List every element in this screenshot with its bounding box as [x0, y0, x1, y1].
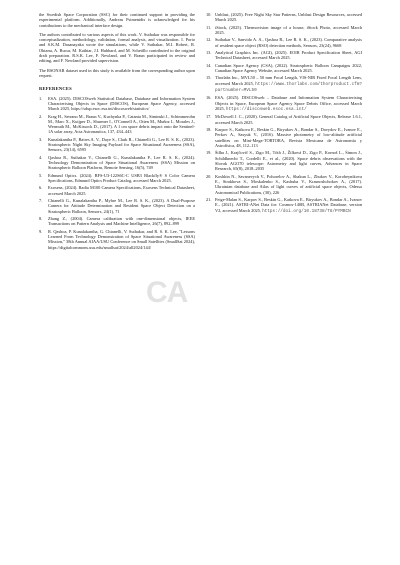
reference-item	[39, 155, 195, 171]
reference-item	[206, 114, 362, 125]
reference-text: Zhang Z., (2004). Camera calibration with one-dimensional objects, IEEE Transactions on Pattern Analysis and Machine Intelligence, 26(7), 892–899	[48, 216, 195, 227]
reference-item	[206, 25, 362, 36]
reference-text: Suthakar V., Sanvido A. A., Qashoa R., Lee R. S. K., (2023). Comparative analysis of resident space object (RSO) detection methods, Sensors, 23(24), 9668	[215, 37, 362, 48]
reference-text: ESA. (2025). DISCOSweb Statistical Database, Database and Information System Characterising Objects in Space (DISCOS), European Space Agency, accessed March 2025, https://sdup.esoc.esa.int/discosweb/statistics/	[48, 95, 195, 112]
reference-text: Exosens, (2024). Radia M100 Camera Specifications, Exosens Technical Datasheet, accessed March 2025.	[48, 185, 195, 196]
reference-list-left	[39, 96, 195, 250]
reference-text: Thorlabs Inc., MVL50 – 50 mm Focal Length, VIS-NIR Fixed Focal Length Lens, accessed March 2025,	[215, 75, 362, 86]
reference-number: 15.	[206, 75, 212, 81]
reference-text: Canadian Space Agency (CSA), (2022). Stratospheric Balloon Campaigns 2022, Canadian Space Agency Website, accessed March 2025.	[215, 62, 362, 74]
right-column	[206, 12, 362, 216]
reference-text: Analytical Graphics Inc. (AGI), (2025). EOIR Product Specification Sheet, AGI Technical Datasheet, accessed March 2025.	[215, 50, 362, 61]
left-column	[39, 12, 195, 252]
reference-item	[206, 12, 362, 23]
reference-item	[39, 137, 195, 153]
reference-item	[39, 229, 195, 250]
data-availability-paragraph: The RSONAR dataset used in this study is available from the corresponding author upon request.	[39, 67, 195, 78]
reference-number: 19.	[206, 150, 212, 156]
reference-number: 12.	[206, 37, 212, 43]
reference-text: Chianelli G., Kunalakantha P., Myhre M., Lee R. S. K., (2023). A Dual-Purpose Camera for Attitude Determination and Resident Space Object Detection on a Stratospheric Balloon, Sensors, 24(1), 71	[48, 198, 195, 214]
reference-number: 6.	[39, 185, 43, 191]
reference-link[interactable]: https://www.thorlabs.com/thorproduct.cfm?partnumber=MVL50	[215, 81, 362, 94]
reference-list-right	[206, 12, 362, 214]
reference-item	[206, 174, 362, 195]
reference-text: Qashoa R., Suthakar V., Chianelli G., Kunalakantha P., Lee R. S. K., (2024). Technology Demonstration of Space Situational Awareness (SSA) Mission on Stratospheric Balloon Platform, Remote Sensing, 16(5), 749	[48, 154, 195, 171]
reference-number: 2.	[39, 113, 43, 119]
reference-number: 9.	[39, 228, 43, 234]
reference-item	[206, 63, 362, 74]
reference-number: 13.	[206, 50, 212, 56]
reference-item	[206, 197, 362, 214]
reference-text: Koshkin N., Savanevych V., Pohorelov A., Shakun L., Zhukov V., Korobeynikova E., Strakhova S., Moskalenko S., Kashuba V., Krasnoshchokov A., (2017). Ukrainian database and Atlas of light curves of artificial space objects, Odessa Astronomical Publications, (30), 226	[215, 173, 362, 195]
reference-number: 17.	[206, 114, 212, 120]
reference-text: ESA, (2025). DISCOSweb – Database and Information System Characterising Objects in Space, European Space Agency Space Debris Office, accessed March 2025,	[215, 95, 362, 112]
reference-number: 7.	[39, 198, 43, 204]
reference-text: R. Qashoa, P. Kunalakantha, G. Chianelli, V. Suthakar, and R. S. K. Lee, "Lessons Learned From Technology Demonstration of Space Situational Awareness (SSA) Mission," 38th Annual AIAA/USU Conference on Small Satellites (SmallSat 2024), https://digitalcommons.usu.edu/smallsat/2024/all2024/144/	[48, 228, 195, 250]
reference-link[interactable]: https://doi.org/10.18738/T8/PYMBCN	[262, 208, 351, 214]
reference-number: 14.	[206, 62, 212, 68]
reference-number: 16.	[206, 95, 212, 101]
reference-item	[206, 127, 362, 148]
references-heading: REFERENCES	[39, 86, 72, 92]
reference-item	[206, 75, 362, 93]
reference-text: Krag H., Serrano M., Braun V., Kuchynka P., Catania M., Siminski J., Schimmerohn M., Marc X., Kuijper D., Shurmer I., O'Connell A., Otten M., Muñoz I., Morales J., Wermuth M., McKissock D., (2017). A 1 cm space debris impact onto the Sentinel-1A solar array, Acta Astronautica, 137, 434–443	[48, 113, 195, 135]
reference-number: 20.	[206, 173, 212, 179]
reference-item	[206, 37, 362, 48]
reference-item	[39, 198, 195, 214]
reference-number: 5.	[39, 172, 43, 178]
author-contributions-paragraph: The authors contributed to various aspects of this work. V. Suthakar was responsible for conceptualization, methodology, validation, formal analysis, and visualization. I. Porto and S.K.M. Dasanayaka wrote the simulations, while V. Suthakar, M.I. Robert, R. Ohtanu, A. Bucur, M. Kathiar, J.I. Hubbard, and M. Schetillo contributed to the original draft preparation. R.S.K. Lee, F. Newland, and V. Braun participated in review and editing, and F. Newland provided supervision.	[39, 31, 195, 64]
reference-item	[39, 96, 195, 112]
reference-number: 1.	[39, 95, 43, 101]
reference-text: Karpov S., Katkova E., Beskin G., Biryukov A., Bondar S., Davydov E., Ivanov E., Perkov A., Sasyuk V., (2016). Massive photometry of low-altitude artificial satellites on Mini-Mega-TORTORA, Revista Mexicana de Astronomía y Astrofísica, 48, 112–113	[215, 127, 362, 148]
reference-text: McDowell J. C., (2020). General Catalog of Artificial Space Objects, Release 1.6.1, accessed March 2025.	[215, 114, 362, 125]
reference-item	[39, 216, 195, 227]
reference-number: 18.	[206, 127, 212, 133]
reference-item	[39, 185, 195, 196]
reference-item	[206, 150, 362, 171]
reference-number: 3.	[39, 136, 43, 142]
reference-text: Edmund Optics. (2024). BFS-U3-122S6C-C USB3 Blackfly® S Color Camera Specifications, Edmund Optics Product Catalog, accessed March 2025.	[48, 172, 195, 184]
reference-text: Unblast, (2025). Free Night Sky Star Patterns, Unblast Design Resources, accessed March 2025.	[215, 12, 362, 23]
reference-number: 10.	[206, 12, 212, 17]
acknowledgement-paragraph: the Swedish Space Corporation (SSC) for their continued support in providing the experimental platform. Additionally, Andreas Psimenidis is acknowledged for his contributions to the mechanical interface design.	[39, 12, 195, 28]
reference-number: 8.	[39, 216, 43, 222]
reference-text: iStock, (2025). Thermovision image of a house, iStock Photo, accessed March 2025.	[215, 24, 362, 35]
reference-item	[206, 50, 362, 61]
reference-link[interactable]: https://discosweb.esoc.esa.int/	[225, 107, 307, 113]
reference-text: Šilha J., Krajčovič S., Zigo M., Tóth J., Žilková D., Zigo P., Kornoš L., Šimon J., Schildknecht T., Cordelli E., et al., (2020). Space debris observations with the Slovak AGO70 telescope: Astrometry and light curves, Advances in Space Research, 65(8), 2018–2035	[215, 150, 362, 172]
reference-number: 4.	[39, 154, 43, 160]
reference-item	[39, 173, 195, 184]
watermark-logo: CA	[146, 276, 188, 309]
reference-text: Feige-Malan S., Karpov S., Beskin G., Katkova E., Biryukov A., Bondar A., Ivanov E., (2021). ASTRI-ANet Data for: Cosmos-140B, ASTRIANet Database, version V2, accessed March 2025,	[215, 196, 362, 213]
reference-item	[39, 114, 195, 135]
reference-text: Kunalakantha P., Baires A. V., Daye S., Clark R., Chianelli G., Lee R. S. K., (2023). Stratospheric Night Sky Imaging Payload for Space Situational Awareness (SSA), Sensors, 23(14), 6595	[48, 136, 195, 153]
reference-number: 21.	[206, 196, 212, 202]
reference-item	[206, 95, 362, 112]
reference-number: 11.	[206, 24, 212, 30]
